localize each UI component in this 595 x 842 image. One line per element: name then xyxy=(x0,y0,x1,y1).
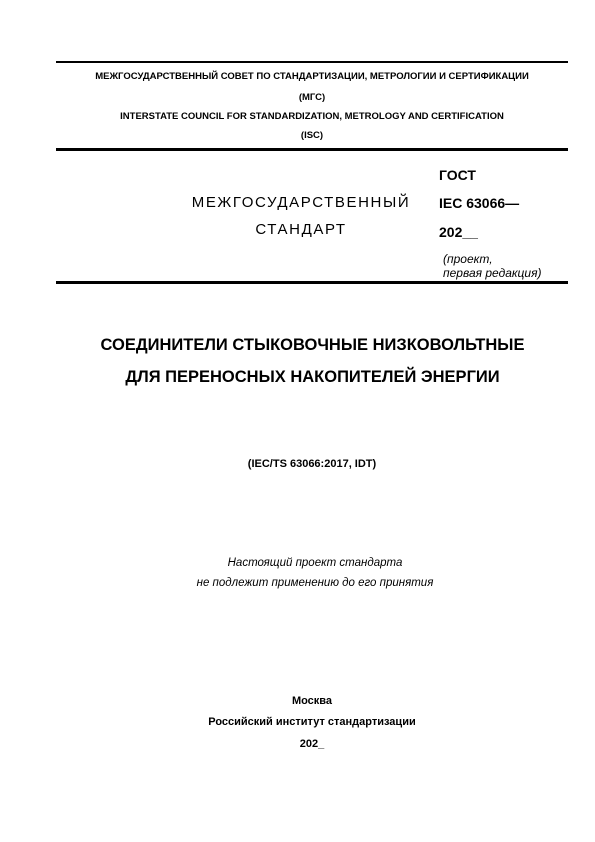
draft-notice-line2: не подлежит применению до его принятия xyxy=(196,577,434,589)
draft-notice-line1: Настоящий проект стандарта xyxy=(227,557,403,569)
council-name-en: INTERSTATE COUNCIL FOR STANDARDIZATION, METROLOGY AND CERTIFICATION xyxy=(120,111,504,122)
imprint-publisher: Российский институт стандартизации xyxy=(208,716,416,728)
designation-gost: ГОСТ xyxy=(439,167,476,183)
council-name-ru: МЕЖГОСУДАРСТВЕННЫЙ СОВЕТ ПО СТАНДАРТИЗАЦИИ, МЕТРОЛОГИИ И СЕРТИФИКАЦИИ xyxy=(95,71,529,82)
document-title-line1: СОЕДИНИТЕЛИ СТЫКОВОЧНЫЕ НИЗКОВОЛЬТНЫЕ xyxy=(100,336,525,354)
draft-note xyxy=(443,252,542,280)
top-rule xyxy=(56,61,568,63)
draft-note-line2: первая редакция) xyxy=(443,266,542,280)
designation-number: IEC 63066— xyxy=(439,195,520,211)
standard-type-line1: МЕЖГОСУДАРСТВЕННЫЙ xyxy=(191,194,411,211)
imprint-year: 202_ xyxy=(299,738,325,750)
header-divider xyxy=(56,148,568,151)
designation-divider xyxy=(56,281,568,284)
council-abbr-en: (ISC) xyxy=(300,130,324,141)
standard-type xyxy=(170,189,432,243)
draft-note-line1: (проект, xyxy=(443,252,493,266)
imprint-city: Москва xyxy=(291,695,333,707)
equivalence-designation: (IEC/TS 63066:2017, IDT) xyxy=(247,458,377,470)
designation-year: 202__ xyxy=(439,224,478,240)
document-title-line2: ДЛЯ ПЕРЕНОСНЫХ НАКОПИТЕЛЕЙ ЭНЕРГИИ xyxy=(125,368,500,386)
standard-type-line2: СТАНДАРТ xyxy=(255,221,347,238)
council-abbr-ru: (МГС) xyxy=(298,92,326,103)
